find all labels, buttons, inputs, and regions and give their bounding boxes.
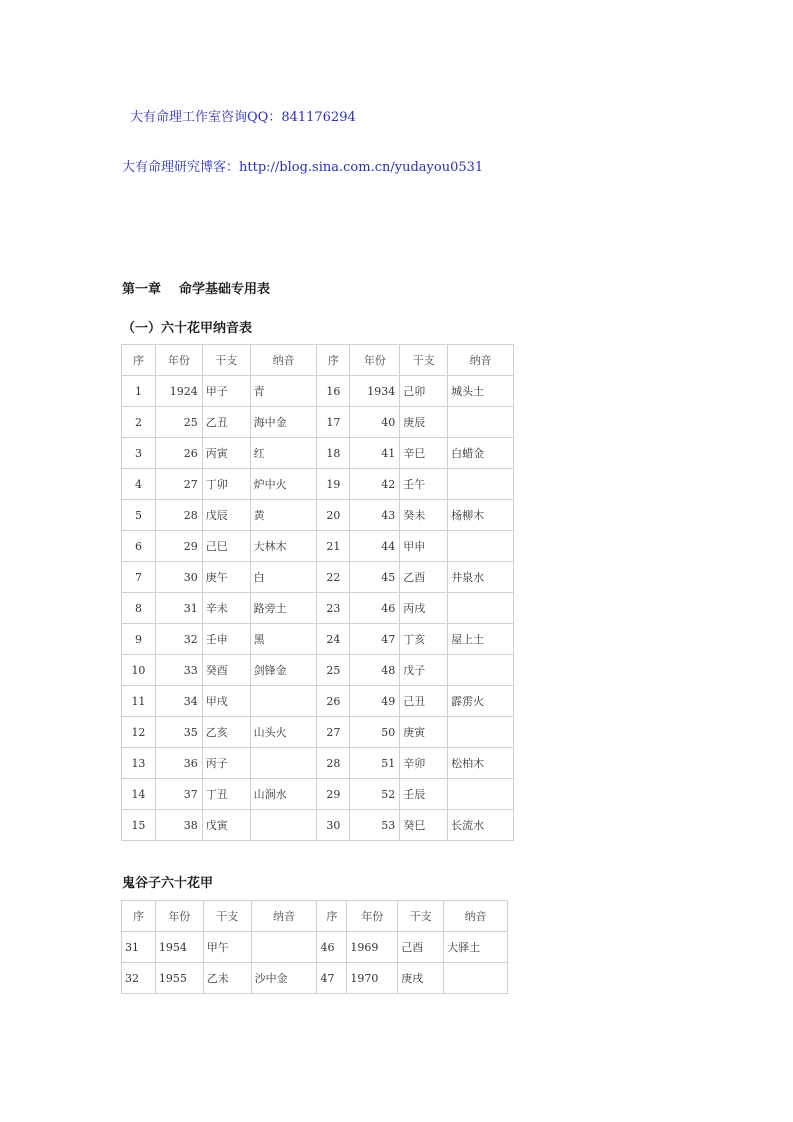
table-cell: 28 xyxy=(155,500,202,531)
table-cell: 19 xyxy=(317,469,350,500)
table-cell: 5 xyxy=(122,500,156,531)
guiguzi-table-body xyxy=(122,901,508,994)
table-cell: 己巳 xyxy=(202,531,250,562)
guiguzi-table xyxy=(121,900,508,994)
table-cell: 31 xyxy=(155,593,202,624)
table-cell: 丙寅 xyxy=(202,438,250,469)
column-header: 年份 xyxy=(350,345,400,376)
table-cell: 24 xyxy=(317,624,350,655)
table-cell: 41 xyxy=(350,438,400,469)
contact-line: 大有命理工作室咨询QQ：841176294 xyxy=(130,110,356,125)
table-cell: 乙丑 xyxy=(202,407,250,438)
table-cell: 城头土 xyxy=(448,376,514,407)
table-cell: 40 xyxy=(350,407,400,438)
table-cell: 46 xyxy=(317,932,347,963)
table-cell xyxy=(448,407,514,438)
table-cell: 山头火 xyxy=(250,717,317,748)
table-cell: 9 xyxy=(122,624,156,655)
table-cell: 己丑 xyxy=(400,686,448,717)
table-cell: 13 xyxy=(122,748,156,779)
table-cell: 丁丑 xyxy=(202,779,250,810)
table-cell: 33 xyxy=(155,655,202,686)
table-cell xyxy=(444,963,508,994)
nayin-table xyxy=(121,344,514,841)
blog-url-link[interactable]: http://blog.sina.com.cn/yudayou0531 xyxy=(239,160,484,175)
table-cell: 庚辰 xyxy=(400,407,448,438)
column-header: 年份 xyxy=(155,901,203,932)
table-cell: 1954 xyxy=(155,932,203,963)
table-row xyxy=(122,810,514,841)
column-header: 纳音 xyxy=(250,345,317,376)
column-header: 序 xyxy=(122,345,156,376)
table-cell: 47 xyxy=(317,963,347,994)
table-cell: 壬辰 xyxy=(400,779,448,810)
table-cell: 戊子 xyxy=(400,655,448,686)
table-cell: 46 xyxy=(350,593,400,624)
guiguzi-header-row xyxy=(122,901,508,932)
table-cell: 1970 xyxy=(347,963,398,994)
column-header: 干支 xyxy=(400,345,448,376)
table-cell: 长流水 xyxy=(448,810,514,841)
table-cell: 38 xyxy=(155,810,202,841)
table-cell: 36 xyxy=(155,748,202,779)
table-cell: 辛卯 xyxy=(400,748,448,779)
table-cell: 22 xyxy=(317,562,350,593)
table-cell: 山涧水 xyxy=(250,779,317,810)
table-row xyxy=(122,779,514,810)
table-cell: 沙中金 xyxy=(251,963,317,994)
table-row xyxy=(122,963,508,994)
table-cell: 6 xyxy=(122,531,156,562)
column-header: 序 xyxy=(122,901,156,932)
table-cell xyxy=(448,717,514,748)
table-cell: 42 xyxy=(350,469,400,500)
table-row xyxy=(122,748,514,779)
table-cell: 29 xyxy=(317,779,350,810)
table-cell: 20 xyxy=(317,500,350,531)
table-cell: 甲子 xyxy=(202,376,250,407)
table-cell: 己卯 xyxy=(400,376,448,407)
table-cell xyxy=(250,810,317,841)
table-row xyxy=(122,624,514,655)
table-cell: 屋上土 xyxy=(448,624,514,655)
table-cell: 庚午 xyxy=(202,562,250,593)
column-header: 纳音 xyxy=(448,345,514,376)
table-cell: 25 xyxy=(155,407,202,438)
table-cell: 黑 xyxy=(250,624,317,655)
table-cell: 乙未 xyxy=(203,963,251,994)
table-row xyxy=(122,407,514,438)
table-cell: 井泉水 xyxy=(448,562,514,593)
table-cell: 12 xyxy=(122,717,156,748)
table-row xyxy=(122,655,514,686)
table-cell: 癸未 xyxy=(400,500,448,531)
nayin-header-row xyxy=(122,345,514,376)
table-cell: 壬午 xyxy=(400,469,448,500)
table-cell: 庚寅 xyxy=(400,717,448,748)
table-cell: 34 xyxy=(155,686,202,717)
column-header: 纳音 xyxy=(251,901,317,932)
table-cell: 27 xyxy=(155,469,202,500)
table-row xyxy=(122,500,514,531)
column-header: 年份 xyxy=(347,901,398,932)
section1-title: （一）六十花甲纳音表 xyxy=(122,321,253,336)
table-cell: 50 xyxy=(350,717,400,748)
table-cell: 49 xyxy=(350,686,400,717)
table-row xyxy=(122,562,514,593)
table-cell: 黄 xyxy=(250,500,317,531)
table-cell: 7 xyxy=(122,562,156,593)
table-cell: 26 xyxy=(155,438,202,469)
table-cell: 4 xyxy=(122,469,156,500)
table-cell: 己酉 xyxy=(398,932,444,963)
table-cell: 3 xyxy=(122,438,156,469)
table-cell xyxy=(448,469,514,500)
table-cell: 丁卯 xyxy=(202,469,250,500)
table-cell: 47 xyxy=(350,624,400,655)
table-cell: 红 xyxy=(250,438,317,469)
table-cell: 丁亥 xyxy=(400,624,448,655)
table-row xyxy=(122,531,514,562)
table-cell: 44 xyxy=(350,531,400,562)
table-cell xyxy=(250,748,317,779)
table-cell: 45 xyxy=(350,562,400,593)
table-cell: 丙戌 xyxy=(400,593,448,624)
table-cell: 海中金 xyxy=(250,407,317,438)
table-cell: 21 xyxy=(317,531,350,562)
table-cell xyxy=(448,779,514,810)
table-cell: 壬申 xyxy=(202,624,250,655)
table-cell: 辛未 xyxy=(202,593,250,624)
table-cell: 43 xyxy=(350,500,400,531)
table-cell: 17 xyxy=(317,407,350,438)
table-cell: 30 xyxy=(155,562,202,593)
table-cell: 52 xyxy=(350,779,400,810)
table-cell: 1969 xyxy=(347,932,398,963)
table-cell: 1934 xyxy=(350,376,400,407)
table-cell xyxy=(250,686,317,717)
table-cell: 16 xyxy=(317,376,350,407)
table-cell: 1955 xyxy=(155,963,203,994)
table-cell: 32 xyxy=(122,963,156,994)
table-cell: 剑锋金 xyxy=(250,655,317,686)
table-row xyxy=(122,593,514,624)
column-header: 干支 xyxy=(202,345,250,376)
chapter-title: 命学基础专用表 xyxy=(179,282,271,297)
table-cell: 白蜡金 xyxy=(448,438,514,469)
table-row xyxy=(122,686,514,717)
table-cell: 霹雳火 xyxy=(448,686,514,717)
table-row xyxy=(122,469,514,500)
table-cell: 10 xyxy=(122,655,156,686)
table-cell: 白 xyxy=(250,562,317,593)
table-cell: 甲申 xyxy=(400,531,448,562)
table-cell: 癸巳 xyxy=(400,810,448,841)
table-cell: 29 xyxy=(155,531,202,562)
table-cell xyxy=(448,655,514,686)
column-header: 干支 xyxy=(203,901,251,932)
table-cell: 大林木 xyxy=(250,531,317,562)
table-cell: 18 xyxy=(317,438,350,469)
table-cell: 庚戌 xyxy=(398,963,444,994)
table-cell: 戊辰 xyxy=(202,500,250,531)
table-cell: 乙酉 xyxy=(400,562,448,593)
blog-line xyxy=(122,156,483,175)
table-cell: 炉中火 xyxy=(250,469,317,500)
table-cell: 甲戌 xyxy=(202,686,250,717)
table-cell: 27 xyxy=(317,717,350,748)
table-cell: 丙子 xyxy=(202,748,250,779)
table-cell: 25 xyxy=(317,655,350,686)
table-cell: 28 xyxy=(317,748,350,779)
table-cell: 23 xyxy=(317,593,350,624)
table-cell: 辛巳 xyxy=(400,438,448,469)
table-cell: 松柏木 xyxy=(448,748,514,779)
table-row xyxy=(122,376,514,407)
table-cell: 35 xyxy=(155,717,202,748)
column-header: 干支 xyxy=(398,901,444,932)
table-cell xyxy=(448,531,514,562)
table-cell: 1 xyxy=(122,376,156,407)
table-cell: 15 xyxy=(122,810,156,841)
table-cell: 14 xyxy=(122,779,156,810)
chapter-number: 第一章 xyxy=(122,282,162,297)
table-cell: 1924 xyxy=(155,376,202,407)
table-cell: 2 xyxy=(122,407,156,438)
table-cell: 戊寅 xyxy=(202,810,250,841)
table-cell: 26 xyxy=(317,686,350,717)
table-cell: 癸酉 xyxy=(202,655,250,686)
table-cell: 大驿土 xyxy=(444,932,508,963)
table-cell: 53 xyxy=(350,810,400,841)
table-row xyxy=(122,932,508,963)
table-cell xyxy=(448,593,514,624)
table-cell: 30 xyxy=(317,810,350,841)
column-header: 序 xyxy=(317,901,347,932)
column-header: 纳音 xyxy=(444,901,508,932)
table-cell: 37 xyxy=(155,779,202,810)
table-cell: 青 xyxy=(250,376,317,407)
table-cell: 51 xyxy=(350,748,400,779)
table-cell: 甲午 xyxy=(203,932,251,963)
section2-title: 鬼谷子六十花甲 xyxy=(122,876,214,891)
table-cell: 路旁土 xyxy=(250,593,317,624)
table-cell: 31 xyxy=(122,932,156,963)
table-cell: 8 xyxy=(122,593,156,624)
table-row xyxy=(122,717,514,748)
column-header: 序 xyxy=(317,345,350,376)
table-cell: 32 xyxy=(155,624,202,655)
table-cell: 乙亥 xyxy=(202,717,250,748)
table-cell: 11 xyxy=(122,686,156,717)
column-header: 年份 xyxy=(155,345,202,376)
chapter-heading xyxy=(122,278,270,297)
nayin-table-body xyxy=(122,345,514,841)
blog-label: 大有命理研究博客： xyxy=(122,160,240,175)
table-row xyxy=(122,438,514,469)
table-cell: 48 xyxy=(350,655,400,686)
table-cell: 杨柳木 xyxy=(448,500,514,531)
table-cell xyxy=(251,932,317,963)
